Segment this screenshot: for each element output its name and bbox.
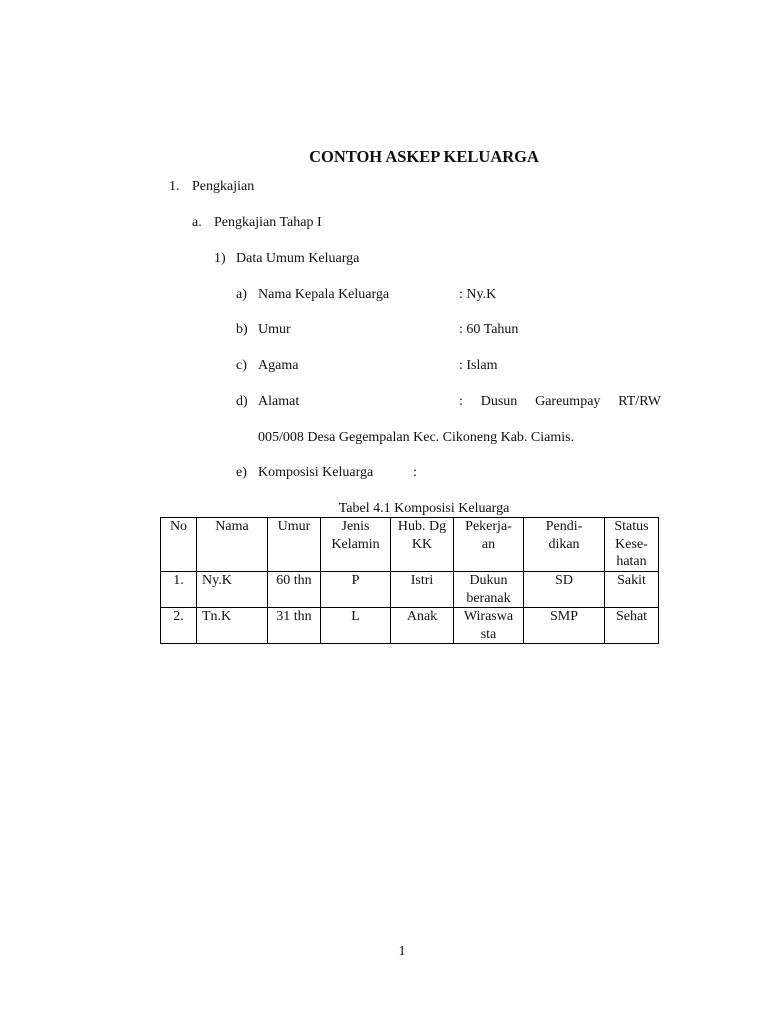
- item-marker: c): [236, 358, 247, 373]
- table-cell: Sakit: [605, 572, 659, 608]
- table-cell: 2.: [161, 608, 197, 644]
- table-cell: 1.: [161, 572, 197, 608]
- item-label: Komposisi Keluarga: [258, 465, 374, 480]
- item-marker: e): [236, 465, 247, 480]
- table-caption: Tabel 4.1 Komposisi Keluarga: [338, 501, 510, 516]
- item-label: Agama: [258, 358, 299, 373]
- item-value: : Ny.K: [459, 287, 497, 302]
- subsubsection-heading: Data Umum Keluarga: [236, 251, 360, 266]
- section-heading: Pengkajian: [192, 179, 255, 194]
- table-row: [161, 608, 659, 644]
- subsubsection-marker: 1): [214, 251, 226, 266]
- table-header-cell: Hub. Dg KK: [391, 518, 454, 572]
- table-cell: 31 thn: [268, 608, 321, 644]
- item-value: :: [413, 465, 417, 480]
- table-row: [161, 572, 659, 608]
- item-label: Nama Kepala Keluarga: [258, 287, 390, 302]
- table-cell: Dukun beranak: [454, 572, 524, 608]
- table-header-cell: Nama: [197, 518, 268, 572]
- table-cell: Wiraswa sta: [454, 608, 524, 644]
- table-header-cell: Pendi-dikan: [524, 518, 605, 572]
- page-number: 1: [398, 944, 406, 959]
- address-part: Gareumpay: [535, 394, 601, 409]
- table-cell: Ny.K: [197, 572, 268, 608]
- table-cell: Istri: [391, 572, 454, 608]
- table-cell: 60 thn: [268, 572, 321, 608]
- item-value: : 60 Tahun: [459, 322, 519, 337]
- subsection-marker: a.: [192, 215, 202, 230]
- item-label: Alamat: [258, 394, 300, 409]
- table-cell: Sehat: [605, 608, 659, 644]
- item-label: Umur: [258, 322, 291, 337]
- item-marker: a): [236, 287, 247, 302]
- address-part: Dusun: [480, 394, 518, 409]
- table-header-cell: Status Kese-hatan: [605, 518, 659, 572]
- table-cell: Tn.K: [197, 608, 268, 644]
- table-header-row: [161, 518, 659, 572]
- table-header-cell: No: [161, 518, 197, 572]
- table-cell: P: [321, 572, 391, 608]
- table-cell: Anak: [391, 608, 454, 644]
- address-part: RT/RW: [618, 394, 661, 409]
- table-cell: SMP: [524, 608, 605, 644]
- family-composition-table: [160, 517, 659, 644]
- address-continuation: 005/008 Desa Gegempalan Kec. Cikoneng Kab. Ciamis.: [258, 430, 575, 445]
- subsection-heading: Pengkajian Tahap I: [214, 215, 322, 230]
- address-colon: :: [459, 394, 463, 409]
- address-value: [459, 393, 661, 411]
- section-number: 1.: [169, 179, 180, 194]
- item-marker: d): [236, 394, 248, 409]
- item-marker: b): [236, 322, 248, 337]
- table-header-cell: Jenis Kelamin: [321, 518, 391, 572]
- table-header-cell: Pekerja-an: [454, 518, 524, 572]
- table-cell: SD: [524, 572, 605, 608]
- table-cell: L: [321, 608, 391, 644]
- item-value: : Islam: [459, 358, 498, 373]
- document-title: CONTOH ASKEP KELUARGA: [309, 147, 539, 166]
- table-header-cell: Umur: [268, 518, 321, 572]
